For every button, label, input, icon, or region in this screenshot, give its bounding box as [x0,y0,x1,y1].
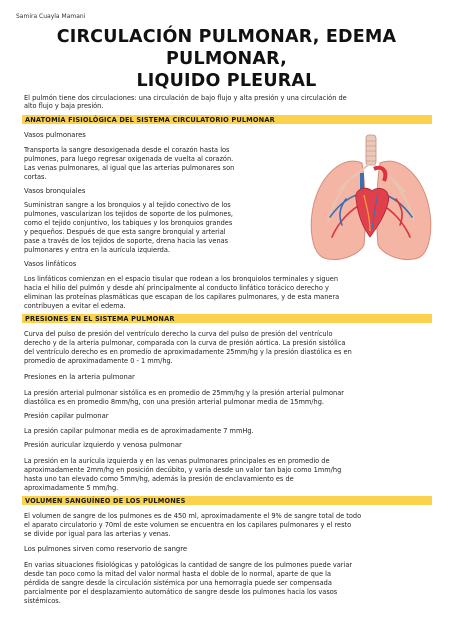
capilar-line: La presión capilar pulmonar media es de aproximadamente 7 mmHg. [24,427,254,435]
page-title [20,26,433,92]
aur-line-4: aproximadamente 5 mm/hg. [24,484,119,492]
vl-line-4: contribuyen a evitar el edema. [24,302,126,310]
vb-line-2: pulmones, vascularizan los tejidos de soporte de los pulmones, [24,210,233,218]
aur-line-3: hasta uno tan elevado como 5mm/hg, además la presión de enclavamiento es de [24,475,294,483]
subheading-vasos-linfaticos: Vasos linfáticos [24,260,77,268]
title-line-1: CIRCULACIÓN PULMONAR, EDEMA PULMONAR, [56,27,397,69]
vol-line-3: se divide por igual para las arterias y venas. [24,530,171,538]
art-line-1: La presión arterial pulmonar sistólica es en promedio de 25mm/hg y la presión arterial pulmonar [24,389,344,397]
vb-line-3: como el tejido conjuntivo, los tabiques y los bronquios grandes [24,219,233,227]
pres-line-1: Curva del pulso de presión del ventrículo derecho la curva del pulso de presión del ventrículo [24,330,333,338]
vl-line-1: Los linfáticos comienzan en el espacio tisular que rodean a los bronquiolos terminales y siguen [24,275,338,283]
section-heading-presiones: PRESIONES EN EL SISTEMA PULMONAR [22,314,432,323]
lungs-heart-icon [304,133,438,266]
subheading-arteria-pulmonar: Presiones en la arteria pulmonar [24,373,135,381]
subheading-presion-capilar: Presión capilar pulmonar [24,412,109,420]
vp-line-1: Transporta la sangre desoxigenada desde el corazón hasta los [24,146,230,154]
res-line-5: sistémicos. [24,597,61,605]
pres-line-3: del ventrículo derecho es en promedio de aproximadamente 25mm/hg y la presión diastólica es en [24,348,352,356]
author-name: Samira Cuayla Mamani [16,13,86,20]
vp-line-2: pulmones, para luego regresar oxigenada de vuelta al corazón. [24,155,234,163]
res-line-4: parcialmente por el desplazamiento automático de sangre desde los pulmones hacia los vasos [24,588,338,596]
subheading-reservorio: Los pulmones sirven como reservorio de sangre [24,545,188,553]
vl-line-3: eliminan las proteínas plasmáticas que escapan de los capilares pulmonares, y de esta manera [24,293,340,301]
section-heading-volumen: VOLUMEN SANGUÍNEO DE LOS PULMONES [22,496,432,505]
subheading-presion-auricular: Presión auricular izquierdo y venosa pulmonar [24,441,182,449]
pres-line-4: promedio de aproximadamente 0 - 1 mm/hg. [24,357,173,365]
intro-line-1: El pulmón tiene dos circulaciones: una circulación de bajo flujo y alta presión y una circulación de [24,94,347,102]
vb-line-1: Suministran sangre a los bronquios y al tejido conectivo de los [24,201,231,209]
vp-line-4: cortas. [24,173,47,181]
res-line-1: En varias situaciones fisiológicas y patológicas la cantidad de sangre de los pulmones puede variar [24,561,353,569]
intro-line-2: alto flujo y baja presión. [24,102,104,110]
pres-line-2: derecho y de la arteria pulmonar, comparada con la curva de presión aórtica. La presión sistólica [24,339,346,347]
title-line-2: LIQUIDO PLEURAL [136,71,317,91]
subheading-vasos-bronquiales: Vasos bronquiales [24,187,86,195]
section-heading-anatomia: ANATOMÍA FISIOLÓGICA DEL SISTEMA CIRCULATORIO PULMONAR [22,115,432,124]
vb-line-5: pase a través de los tejidos de soporte, drena hacia las venas [24,237,229,245]
vol-line-2: el aparato circulatorio y 70ml de este volumen se encuentra en los capilares pulmonares y el resto [24,521,352,529]
res-line-3: pérdida de sangre desde la circulación sistémica por una hemorragia puede ser compensada [24,579,332,587]
vp-line-3: Las venas pulmonares, al igual que las arterias pulmonares son [24,164,235,172]
aur-line-2: aproximadamente 2mm/hg en posición decúbito, y varía desde un valor tan bajo como 1mm/hg [24,466,342,474]
aur-line-1: La presión en la aurícula izquierda y en las venas pulmonares principales es en promedio de [24,457,330,465]
vol-line-1: El volumen de sangre de los pulmones es de 450 ml, aproximadamente el 9% de sangre total de todo [24,512,362,520]
vb-line-4: y pequeños. Después de que esta sangre bronquial y arterial [24,228,226,236]
art-line-2: diastólica es en promedio 8mm/hg, con una presión arterial pulmonar media de 15mm/hg. [24,398,324,406]
subheading-vasos-pulmonares: Vasos pulmonares [24,131,86,139]
vb-line-6: pulmonares y entra en la aurícula izquierda. [24,246,170,254]
vl-line-2: hacia el hilio del pulmón y desde ahí principalmente al conducto linfático torácico derecho y [24,284,329,292]
res-line-2: desde tan poco como la mitad del valor normal hasta el doble de lo normal, aparte de que la [24,570,332,578]
